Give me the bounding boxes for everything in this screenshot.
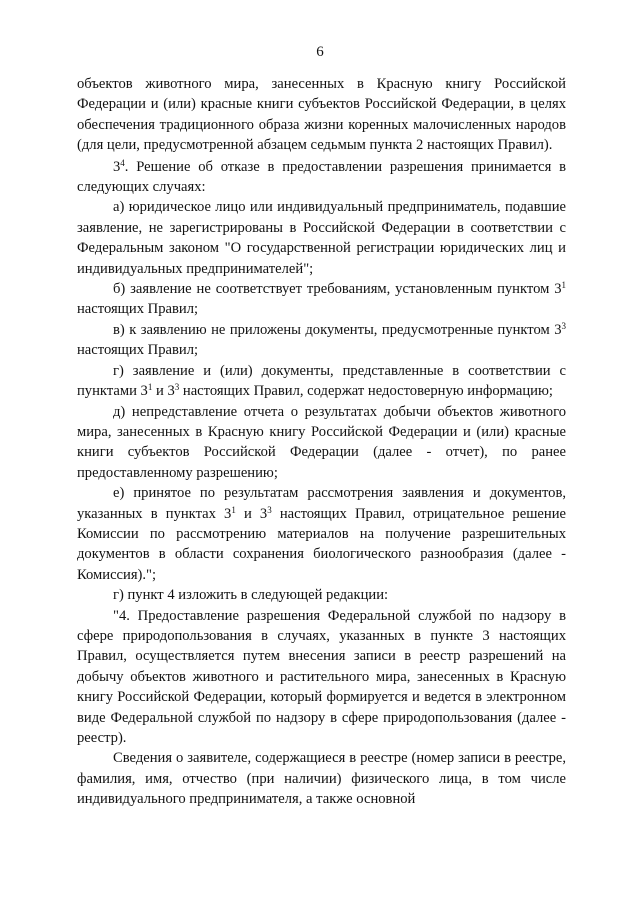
text-run: настоящих Правил, отрицательное решение Комиссии по рассмотрению материалов на получение разрешительных документов в области сохранения биологического разнообразия (далее - Комиссия)."; <box>77 505 567 583</box>
text-run: в) к заявлению не приложены документы, предусмотренные пунктом 3 <box>113 321 562 338</box>
text-run: настоящих Правил; <box>77 342 199 359</box>
text-run: объектов животного мира, занесенных в Красную книгу Российской Федерации и (или) красные книги субъектов Российской Федерации, в целях обеспечения традиционного образа жизни коренных малочисленных народов (для цели, предусмотренной абзацем седьмым пункта 2 настоящих Правил). <box>77 76 566 154</box>
paragraph-item-e <box>77 483 566 585</box>
paragraph-clause-4 <box>77 606 566 749</box>
superscript: 3 <box>267 504 272 515</box>
text-run: а) юридическое лицо или индивидуальный предприниматель, подавшие заявление, не зарегистрированы в Российской Федерации в соответствии с Федеральным законом "О государственной регистрации юридических лиц и индивидуальных предпринимателей"; <box>77 199 566 277</box>
text-run: г) заявление и (или) документы, представленные в соответствии с пунктами 3 <box>77 362 566 400</box>
paragraph-applicant-info <box>77 748 566 809</box>
text-run: 3 <box>113 158 121 175</box>
text-run: . Решение об отказе в предоставлении разрешения принимается в следующих случаях: <box>77 158 566 196</box>
superscript: 1 <box>231 504 236 515</box>
text-run: настоящих Правил; <box>77 301 199 318</box>
text-run: и 3 <box>152 383 175 400</box>
text-run: б) заявление не соответствует требованиям, установленным пунктом 3 <box>113 281 562 298</box>
superscript: 1 <box>147 382 153 393</box>
paragraph-amendment-g <box>77 585 566 605</box>
superscript: 3 <box>561 320 566 331</box>
superscript: 4 <box>120 157 125 168</box>
text-run: д) непредставление отчета о результатах добычи объектов животного мира, занесенных в Красную книгу Российской Федерации и (или) красные книги субъектов Российской Федерации (далее - отчет), по ранее предоставленному разрешению; <box>77 403 566 481</box>
paragraph-item-a <box>77 197 566 279</box>
paragraph-item-g <box>77 361 566 402</box>
text-run: настоящих Правил, содержат недостоверную информацию; <box>179 383 553 400</box>
text-run: "4. Предоставление разрешения Федеральной службой по надзору в сфере природопользования в случаях, указанных в пункте 3 настоящих Правил, осуществляется путем внесения записи в реестр разрешений на добычу объектов животного и растительного мира, занесенных в Красную книгу Российской Федерации, который формируется и ведется в электронном виде Федеральной службой по надзору в сфере природопользования (далее - реестр). <box>77 607 566 746</box>
text-run: Сведения о заявителе, содержащиеся в реестре (номер записи в реестре, фамилия, имя, отчество (при наличии) физического лица, в том числе индивидуального предпринимателя, а также основной <box>77 750 566 808</box>
paragraph-item-d <box>77 402 566 484</box>
paragraph-continuation <box>77 74 566 156</box>
paragraph-item-v <box>77 320 566 361</box>
text-run: и 3 <box>235 505 268 522</box>
text-run: г) пункт 4 изложить в следующей редакции: <box>113 587 389 604</box>
text-run: е) принятое по результатам рассмотрения заявления и документов, указанных в пунктах 3 <box>77 485 566 522</box>
superscript: 3 <box>174 382 180 393</box>
document-body <box>77 74 566 810</box>
superscript: 1 <box>561 280 566 291</box>
page-number: 6 <box>316 44 324 60</box>
paragraph-clause-3-4 <box>77 157 566 198</box>
paragraph-item-b <box>77 279 566 320</box>
